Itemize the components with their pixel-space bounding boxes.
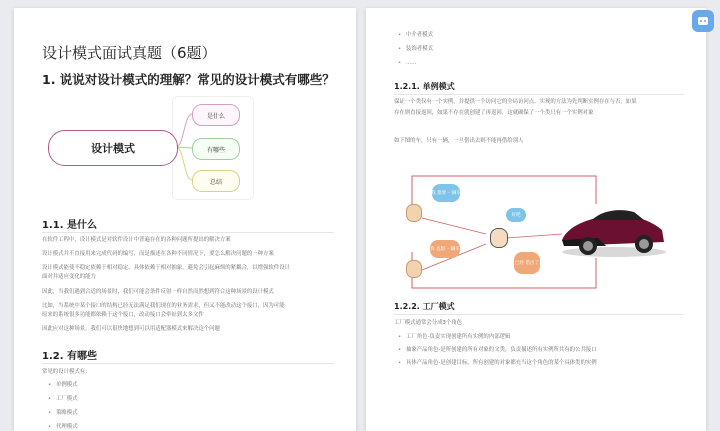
speech-bubble: 我 想要 一辆车	[432, 184, 460, 202]
singleton-paragraph: 如下图的车，只有一辆，一旦借出去则不能再借给别人	[394, 138, 524, 144]
speech-bubble: 好吧	[506, 208, 526, 222]
person-avatar	[406, 260, 422, 278]
section-divider	[42, 363, 334, 364]
assistant-icon[interactable]	[692, 10, 714, 32]
speech-bubble: 已经 借出了	[514, 252, 540, 274]
whatis-paragraph: 在软件工程中，设计模式是对软件设计中普遍存在的各种问题所提出的解决方案	[42, 237, 231, 243]
section-divider	[394, 314, 684, 315]
factory-intro: 工厂模式通常会分成3个角色	[394, 320, 463, 326]
singleton-paragraph: 存在则直接返回，如果不存在就创建了再返回，这就确保了一个类只有一个实例对象	[394, 110, 594, 116]
list-item: • 策略模式	[56, 410, 78, 417]
whatis-paragraph: 设计模式能使不稳定依赖于相对稳定、具体依赖于相对抽象，避免会引起麻烦的紧耦合，以增强软件设计	[42, 265, 290, 271]
document-page-right	[366, 8, 706, 431]
list-item: • 装饰者模式	[406, 46, 433, 53]
whatis-paragraph: 因此，当我们遇到合适的场景时，我们可能会条件反射一样自然而然想到符合这种场景的设计模式	[42, 289, 274, 295]
whatis-paragraph: 设计模式并不直接用来完成代码的编写，而是描述在各种不同情况下，要怎么解决问题的一种方案	[42, 251, 274, 257]
mindmap-node-whatis: 是什么	[192, 104, 240, 126]
person-avatar	[406, 204, 422, 222]
whatis-paragraph: 因此应对这种场景，我们可以很快地想到可以用适配器模式来解决这个问题	[42, 326, 220, 332]
assistant-glyph-icon	[696, 14, 710, 28]
section-singleton-heading: 1.2.1. 单例模式	[394, 82, 455, 91]
section-which-heading: 1.2. 有哪些	[42, 351, 97, 362]
whatis-paragraph: 面对并适应变化的能力	[42, 274, 96, 280]
question-1-title: 1. 说说对设计模式的理解？常见的设计模式有哪些？	[42, 72, 335, 87]
list-item: • 单例模式	[56, 382, 78, 389]
section-divider	[42, 232, 334, 233]
speech-bubble: 我 也想 一辆车	[430, 240, 460, 258]
list-item: • 工厂角色-负责实现创建所有实例的内部逻辑	[406, 334, 510, 341]
whatis-paragraph: 比如，当系统中某个接口的结构已经无法满足我们现在的业务需求，但又不能改动这个接口，因为可能	[42, 303, 285, 309]
list-item: • 中介者模式	[406, 32, 433, 39]
document-page-left	[14, 8, 356, 431]
mindmap-node-which: 有哪些	[192, 138, 240, 160]
mindmap-center-node: 设计模式	[48, 130, 178, 166]
manager-avatar	[490, 228, 508, 248]
section-factory-heading: 1.2.2. 工厂模式	[394, 302, 455, 311]
whatis-paragraph: 原来的系统很多功能都依赖于这个接口，改动接口会牵扯到太多文件	[42, 312, 204, 318]
list-item: • 抽象产品角色-是所创建的所有对象的父类，负责描述所有实例所共有的公共接口	[406, 347, 597, 354]
list-item: • 具体产品角色-是创建目标，所有创建的对象都充当这个角色的某个具体类的实例	[406, 360, 597, 367]
singleton-paragraph: 保证一个类仅有一个实例，并提供一个访问它的全局访问点。实现的方法为先判断实例存在与否，如果	[394, 99, 637, 105]
list-item: • 工厂模式	[56, 396, 78, 403]
list-item: • 代理模式	[56, 424, 78, 431]
list-item: • ......	[406, 60, 416, 67]
document-title: 设计模式面试真题（6题）	[42, 44, 217, 62]
which-intro: 常见的设计模式有：	[42, 369, 91, 375]
mindmap-node-summary: 总结	[192, 170, 240, 192]
section-whatis-heading: 1.1. 是什么	[42, 220, 97, 231]
car-image	[558, 196, 668, 260]
